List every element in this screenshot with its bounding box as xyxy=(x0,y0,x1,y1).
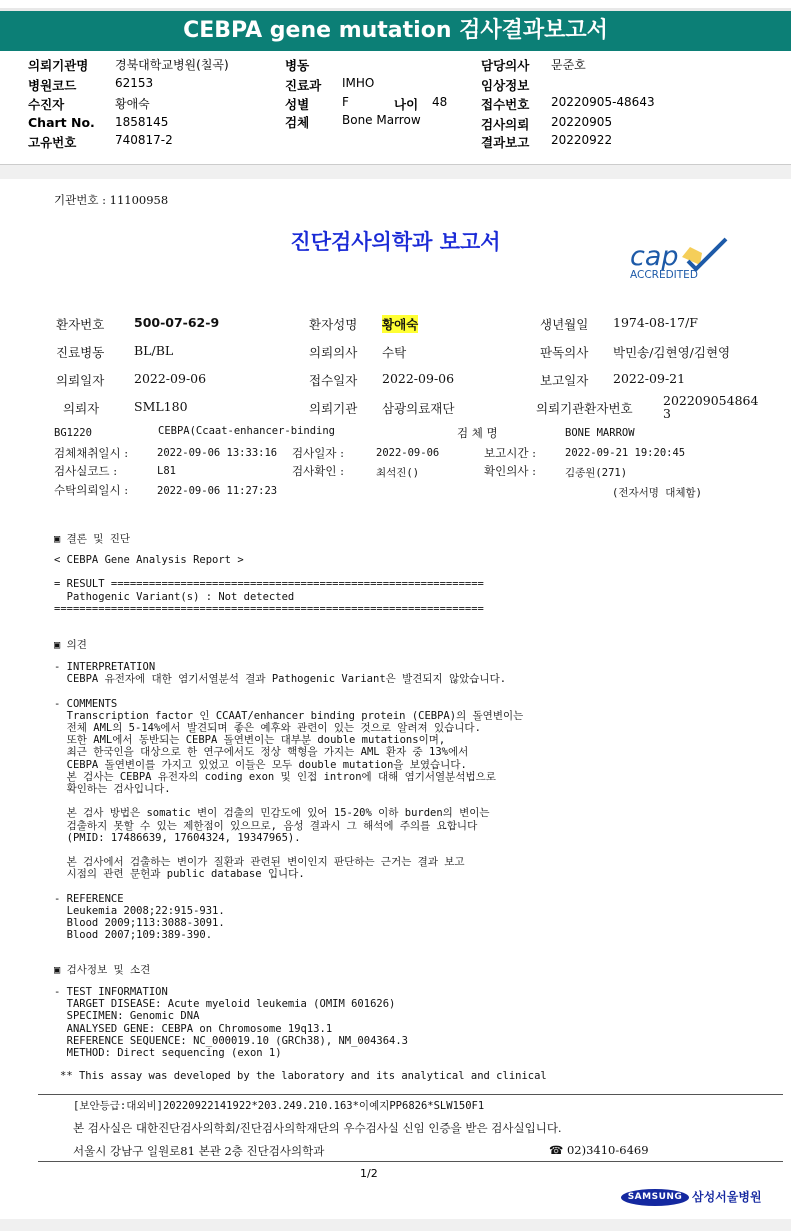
header-value: 문준호 xyxy=(551,58,586,72)
test-name: CEBPA(Ccaat-enhancer-binding xyxy=(158,425,336,437)
patient-label: 생년월일 xyxy=(540,317,589,332)
patient-value: 2022-09-06 xyxy=(134,371,207,386)
header-label: 결과보고 xyxy=(481,135,530,150)
opinion-line: Blood 2009;113:3088-3091. xyxy=(54,917,225,930)
security-line: [보안등급:대외비]20220922141922*203.249.210.163*이예지PP6826*SLW150F1 xyxy=(73,1100,485,1112)
header-separator xyxy=(0,164,791,179)
page-number: 1/2 xyxy=(360,1167,378,1180)
info-section-title: ▣ 검사정보 및 소견 xyxy=(54,964,151,976)
conclusion-line: ==================================================================== xyxy=(54,602,484,615)
patient-value: BL/BL xyxy=(134,343,174,358)
conclusion-line xyxy=(54,566,484,578)
patient-label: 의뢰의사 xyxy=(309,345,358,360)
opinion-section-title: ▣ 의견 xyxy=(54,639,87,651)
opinion-line: 확인하는 검사입니다. xyxy=(54,783,171,796)
collect-value: 2022-09-06 13:33:16 xyxy=(157,447,278,459)
header-value: IMHO xyxy=(342,76,375,90)
opinion-line: CEBPA 돌연변이를 가지고 있었고 이들은 모두 double mutation을 보였습니다. xyxy=(54,758,467,771)
doctor-label: 확인의사 : xyxy=(484,464,536,478)
header-label: 나이 xyxy=(394,97,419,112)
reporttime-label: 보고시간 : xyxy=(484,446,536,460)
request-value: 2022-09-06 11:27:23 xyxy=(157,485,278,497)
header-label: 수진자 xyxy=(28,97,65,112)
confirm-value: 최석진() xyxy=(376,467,420,479)
address-text: 서울시 강남구 일원로81 본관 2층 진단검사의학과 xyxy=(73,1144,325,1158)
footer-line xyxy=(38,1094,783,1095)
patient-label: 보고일자 xyxy=(540,373,589,388)
opinion-line: 시점의 관련 문헌과 public database 입니다. xyxy=(54,868,305,881)
patient-value: 삼광의료재단 xyxy=(382,401,455,416)
info-line: REFERENCE SEQUENCE: NC_000019.10 (GRCh38), NM_004364.3 xyxy=(54,1034,409,1047)
info-line: ANALYSED GENE: CEBPA on Chromosome 19q13.1 xyxy=(54,1022,333,1035)
opinion-line: - REFERENCE xyxy=(54,892,124,905)
conclusion-line: Pathogenic Variant(s) : Not detected xyxy=(54,590,295,603)
patient-value: 2022-09-21 xyxy=(613,371,686,386)
patient-value: 202209054864 xyxy=(663,393,759,408)
opinion-line: - INTERPRETATION xyxy=(54,661,156,673)
opinion-line: 본 검사에서 검출하는 변이가 질환과 관련된 변이인지 판단하는 근거는 결과 보고 xyxy=(54,856,465,869)
header-label: 진료과 xyxy=(285,78,322,93)
cap-accredited-logo xyxy=(622,235,732,283)
opinion-line xyxy=(54,685,523,697)
conclusion-line: < CEBPA Gene Analysis Report > xyxy=(54,554,244,566)
specimen-value: BONE MARROW xyxy=(565,427,635,439)
info-line: METHOD: Direct sequencing (exon 1) xyxy=(54,1047,282,1060)
header-label: 접수번호 xyxy=(481,97,530,112)
header-value: 62153 xyxy=(115,76,154,90)
header-value: F xyxy=(342,95,349,109)
institution-number: 기관번호 : 11100958 xyxy=(54,193,169,207)
header-label: 담당의사 xyxy=(481,58,530,73)
patient-name: 황애숙 xyxy=(382,317,419,332)
header-label: 성별 xyxy=(285,97,310,112)
header-label: 임상정보 xyxy=(481,78,530,93)
opinion-line xyxy=(54,795,523,807)
header-label: 의뢰기관명 xyxy=(28,58,89,73)
patient-value: 2022-09-06 xyxy=(382,371,455,386)
patient-value: 1974-08-17/F xyxy=(613,315,698,330)
header-label: 고유번호 xyxy=(28,135,77,150)
assay-note: ** This assay was developed by the laboratory and its analytical and clinical xyxy=(60,1070,547,1082)
patient-label: 환자성명 xyxy=(309,317,358,332)
patient-label: 진료병동 xyxy=(56,345,105,360)
opinion-line: 본 검사 방법은 somatic 변이 검출의 민감도에 있어 15-20% 이하 burden의 변이는 xyxy=(54,807,490,820)
opinion-line: 검출하지 못할 수 있는 제한점이 있으므로, 음성 결과시 그 해석에 주의를 요합니다 xyxy=(54,819,478,832)
patient-label: 접수일자 xyxy=(309,373,358,388)
info-line: SPECIMEN: Genomic DNA xyxy=(54,1010,200,1023)
confirm-label: 검사확인 : xyxy=(292,464,344,478)
header-value: 20220922 xyxy=(551,133,613,147)
patient-label: 의뢰자 xyxy=(63,401,100,416)
header-value: 48 xyxy=(432,95,448,109)
header-label: 병동 xyxy=(285,58,310,73)
header-value: 20220905 xyxy=(551,115,613,129)
header-label: 검사의뢰 xyxy=(481,117,530,132)
header-label: 병원코드 xyxy=(28,78,77,93)
room-label: 검사실코드 : xyxy=(54,464,118,478)
cap-accredited-text: ACCREDITED xyxy=(630,269,698,281)
opinion-line: 또한 AML에서 동반되는 CEBPA 돌연변이는 대부분 double mutations이며, xyxy=(54,734,446,747)
patient-label: 판독의사 xyxy=(540,345,589,360)
bottom-margin xyxy=(0,1219,791,1231)
opinion-line: 전체 AML의 5-14%에서 발견되며 좋은 예후와 관련이 있는 것으로 알려져 있습니다. xyxy=(54,722,481,735)
conclusion-line: = RESULT =========================================================== xyxy=(54,578,484,591)
header-value: 20220905-48643 xyxy=(551,95,655,109)
cap-logo-text: cap xyxy=(630,241,679,272)
patient-value: SML180 xyxy=(134,399,188,414)
info-line: TARGET DISEASE: Acute myeloid leukemia (OMIM 601626) xyxy=(54,998,396,1011)
header-value: 황애숙 xyxy=(115,97,150,111)
specimen-label: 검 체 명 xyxy=(457,426,498,440)
opinion-line: 최근 한국인을 대상으로 한 연구에서도 정상 핵형을 가지는 AML 환자 중 13%에서 xyxy=(54,746,469,759)
conclusion-body xyxy=(54,554,484,615)
opinion-line: - COMMENTS xyxy=(54,697,118,710)
testdate-label: 검사일자 : xyxy=(292,446,344,460)
patient-value: 수탁 xyxy=(382,345,407,360)
info-body xyxy=(54,986,408,1059)
patient-label: 의뢰기관 xyxy=(309,401,358,416)
patient-label: 의뢰일자 xyxy=(56,373,105,388)
hospital-name: 삼성서울병원 xyxy=(692,1190,762,1204)
patient-value: 3 xyxy=(663,406,671,421)
testdate-value: 2022-09-06 xyxy=(376,447,440,459)
opinion-line: Transcription factor 인 CCAAT/enhancer binding protein (CEBPA)의 돌연변이는 xyxy=(54,709,524,722)
conclusion-section-title: ▣ 결론 및 진단 xyxy=(54,533,131,545)
header-value: Bone Marrow xyxy=(342,113,421,127)
footer-line xyxy=(38,1161,783,1162)
header-value: 740817-2 xyxy=(115,133,173,147)
doctor-value: 김종원(271) xyxy=(565,467,628,479)
request-label: 수탁의뢰일시 : xyxy=(54,483,129,497)
patient-label: 의뢰기관환자번호 xyxy=(536,401,633,416)
opinion-line: Blood 2007;109:389-390. xyxy=(54,929,213,942)
certification-text: 본 검사실은 대한진단검사의학회/진단검사의학재단의 우수검사실 신임 인증을 받은 검사실입니다. xyxy=(73,1121,562,1135)
opinion-line: Leukemia 2008;22:915-931. xyxy=(54,905,225,918)
opinion-line: CEBPA 유전자에 대한 염기서열분석 결과 Pathogenic Variant은 발견되지 않았습니다. xyxy=(54,673,507,686)
reporttime-value: 2022-09-21 19:20:45 xyxy=(565,447,686,459)
collect-label: 검체채취일시 : xyxy=(54,446,129,460)
patient-value: 박민송/김현영/김현영 xyxy=(613,345,731,360)
opinion-line xyxy=(54,881,523,893)
opinion-line: 본 검사는 CEBPA 유전자의 coding exon 및 인접 intron에 대해 염기서열분석법으로 xyxy=(54,770,496,783)
samsung-logo: SAMSUNG xyxy=(621,1189,689,1206)
room-value: L81 xyxy=(157,465,176,477)
header-value: 1858145 xyxy=(115,115,169,129)
phone-text: ☎ 02)3410-6469 xyxy=(549,1143,649,1157)
opinion-body xyxy=(54,661,523,942)
document-title: CEBPA gene mutation 검사결과보고서 xyxy=(0,8,791,51)
patient-number: 500-07-62-9 xyxy=(134,315,220,330)
opinion-line: (PMID: 17486639, 17604324, 19347965). xyxy=(54,831,301,844)
opinion-line xyxy=(54,844,523,856)
esign-note: (전자서명 대체함) xyxy=(612,487,702,499)
header-label: 검체 xyxy=(285,115,310,130)
test-code: BG1220 xyxy=(54,427,92,439)
header-value: 경북대학교병원(칠곡) xyxy=(115,58,229,72)
info-line: - TEST INFORMATION xyxy=(54,986,168,998)
patient-label: 환자번호 xyxy=(56,317,105,332)
report-title: 진단검사의학과 보고서 xyxy=(290,229,501,254)
header-label: Chart No. xyxy=(28,115,95,130)
